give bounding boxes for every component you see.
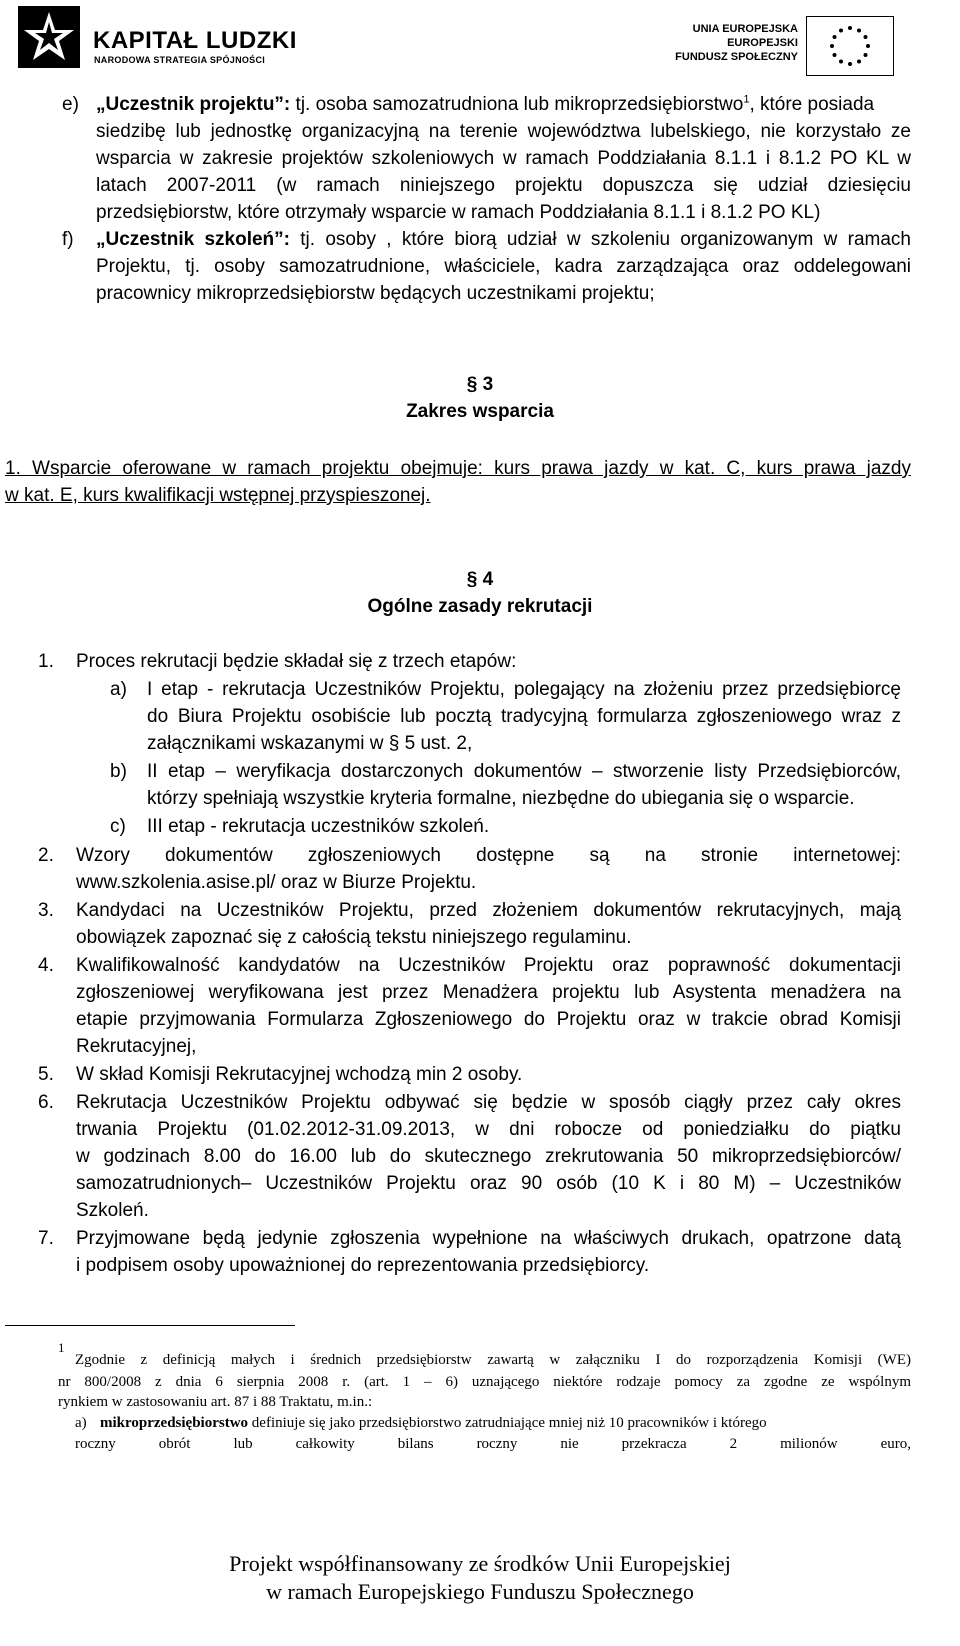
- def-f-line2: Projektu, tj. osoby samozatrudnione, właściciele, kadra zarządzająca oraz oddelegowani: [96, 256, 911, 277]
- item4-line4: Rekrutacyjnej,: [76, 1036, 197, 1057]
- def-f-line3: pracownicy mikroprzedsiębiorstw będących uczestnikami projektu;: [96, 283, 655, 304]
- footnote-line5: roczny obrót lub całkowity bilans roczny nie przekracza 2 milionów euro,: [75, 1436, 911, 1452]
- footnote-separator: [5, 1325, 295, 1326]
- def-e-line3: wsparcia w zakresie projektów szkoleniowych w ramach Poddziałania 8.1.1 i 8.1.2 PO KL w: [96, 148, 911, 169]
- footnote-line1: Zgodnie z definicją małych i średnich przedsiębiorstw zawartą w załączniku I do rozporządzenia Komisji (WE): [75, 1352, 911, 1368]
- footnote-line4-text: definiuje się jako przedsiębiorstwo zatrudniające mniej niż 10 pracowników i którego: [248, 1415, 767, 1431]
- footnote-a-marker: a): [75, 1415, 87, 1431]
- def-e-marker: e): [62, 94, 79, 115]
- item2-line2: www.szkolenia.asise.pl/ oraz w Biurze Projektu.: [76, 872, 477, 893]
- item1b-line1: II etap – weryfikacja dostarczonych dokumentów – stworzenie listy Przedsiębiorców,: [147, 761, 901, 782]
- item1a-line1: I etap - rekrutacja Uczestników Projektu, polegający na złożeniu przez przedsiębiorcę: [147, 679, 901, 700]
- section3-para-line1: 1. Wsparcie oferowane w ramach projektu obejmuje: kurs prawa jazdy w kat. C, kurs prawa jazdy: [5, 458, 911, 479]
- section4-number: § 4: [466, 569, 494, 590]
- eu-logo-text: [675, 22, 798, 64]
- item4-number: 4.: [38, 955, 54, 976]
- def-e-line1-end: , które posiada: [749, 94, 875, 115]
- def-f-term: „Uczestnik szkoleń”:: [96, 229, 290, 250]
- item1b-line2: którzy spełniają wszystkie kryteria formalne, niezbędne do ubiegania się o wsparcie.: [147, 788, 855, 809]
- item4-line3: etapie przyjmowania Formularza Zgłoszeniowego do Projektu oraz w trakcie obrad Komisji: [76, 1009, 901, 1030]
- item3-line2: obowiązek zapoznać się z całością tekstu niniejszego regulaminu.: [76, 927, 632, 948]
- item4-line2: zgłoszeniowej weryfikowana jest przez Menadżera projektu lub Asystenta menadżera na: [76, 982, 901, 1003]
- kapital-ludzki-logo: [18, 6, 298, 68]
- kapital-ludzki-star-icon: [18, 6, 80, 68]
- item6-line4: samozatrudnionych– Uczestników Projektu oraz 90 osób (10 K i 80 M) – Uczestników: [76, 1173, 901, 1194]
- item7-line2: i podpisem osoby upoważnionej do reprezentowania przedsiębiorcy.: [76, 1255, 650, 1276]
- item2-line1: Wzory dokumentów zgłoszeniowych dostępne są na stronie internetowej:: [76, 845, 901, 866]
- item6-line2: trwania Projektu (01.02.2012-31.09.2013, w dni robocze od poniedziałku do piątku: [76, 1119, 901, 1140]
- eu-logo: [675, 14, 908, 74]
- item6-line5: Szkoleń.: [76, 1200, 149, 1221]
- kapital-ludzki-title: KAPITAŁ LUDZKI: [93, 27, 297, 54]
- item1b-marker: b): [110, 761, 127, 782]
- item6-line1: Rekrutacja Uczestników Projektu odbywać się będzie w sposób ciągły przez cały okres: [76, 1092, 901, 1113]
- item1a-marker: a): [110, 679, 127, 700]
- eu-logo-line2: EUROPEJSKI: [727, 37, 798, 49]
- def-e-term: „Uczestnik projektu”:: [96, 94, 291, 115]
- item4-line1: Kwalifikowalność kandydatów na Uczestników Projektu oraz poprawność dokumentacji: [76, 955, 901, 976]
- item1-line1: Proces rekrutacji będzie składał się z trzech etapów:: [76, 651, 517, 672]
- footnote-a-term: mikroprzedsiębiorstwo: [100, 1415, 249, 1431]
- footnote-line3: rynkiem w zastosowaniu art. 87 i 88 Traktatu, m.in.:: [58, 1394, 373, 1410]
- def-e-line4: latach 2007-2011 (w ramach niniejszego projektu dopuszcza się udział dziesięciu: [96, 175, 911, 196]
- footer-line2: w ramach Europejskiego Funduszu Społecznego: [266, 1579, 694, 1604]
- footnote-number: 1: [58, 1340, 65, 1355]
- def-f-marker: f): [62, 229, 74, 250]
- item1a-line2: do Biura Projektu osobiście lub pocztą tradycyjną formularza zgłoszeniowego wraz z: [147, 706, 901, 727]
- item1a-line3: załącznikami wskazanymi w § 5 ust. 2,: [147, 733, 473, 754]
- kapital-ludzki-subtitle: NARODOWA STRATEGIA SPÓJNOŚCI: [94, 55, 266, 65]
- section3-para-line2: w kat. E, kurs kwalifikacji wstępnej przyspieszonej.: [5, 485, 431, 506]
- item3-line1: Kandydaci na Uczestników Projektu, przed złożeniem dokumentów rekrutacyjnych, mają: [76, 900, 901, 921]
- section4-title: Ogólne zasady rekrutacji: [367, 596, 593, 617]
- item6-line3: w godzinach 8.00 do 16.00 lub do skutecznego zrekrutowania 50 mikroprzedsiębiorców/: [76, 1146, 901, 1167]
- section3-number: § 3: [466, 374, 494, 395]
- def-e-line1: [96, 91, 874, 118]
- item6-number: 6.: [38, 1092, 54, 1113]
- footnote-line4: [100, 1413, 767, 1433]
- item7-line1: Przyjmowane będą jedynie zgłoszenia wypełnione na właściwych drukach, opatrzone datą: [76, 1228, 901, 1249]
- eu-logo-line1: UNIA EUROPEJSKA: [692, 23, 798, 35]
- section3-title: Zakres wsparcia: [406, 401, 554, 422]
- def-f-line1-text: tj. osoby , które biorą udział w szkoleniu organizowanym w ramach: [290, 229, 912, 250]
- footnote-line2: nr 800/2008 z dnia 6 sierpnia 2008 r. (art. 1 – 6) uznającego niektóre rodzaje pomocy za zgodne ze wspólnym: [58, 1374, 911, 1390]
- item2-number: 2.: [38, 845, 54, 866]
- item1-number: 1.: [38, 651, 54, 672]
- eu-logo-line3: FUNDUSZ SPOŁECZNY: [675, 51, 798, 63]
- footer-line1: Projekt współfinansowany ze środków Unii Europejskiej: [229, 1551, 731, 1576]
- item1c-marker: c): [110, 816, 126, 837]
- item1c-line1: III etap - rekrutacja uczestników szkoleń.: [147, 816, 490, 837]
- def-f-line1: [96, 226, 911, 253]
- eu-flag-icon: [806, 16, 894, 76]
- item5-number: 5.: [38, 1064, 54, 1085]
- item3-number: 3.: [38, 900, 54, 921]
- def-e-line1-text: tj. osoba samozatrudniona lub mikroprzedsiębiorstwo: [290, 94, 744, 115]
- item5-line1: W skład Komisji Rekrutacyjnej wchodzą min 2 osoby.: [76, 1064, 523, 1085]
- def-e-line2: siedzibę lub jednostkę organizacyjną na terenie województwa lubelskiego, nie korzystało ze: [96, 121, 911, 142]
- item7-number: 7.: [38, 1228, 54, 1249]
- def-e-line5: przedsiębiorstw, które otrzymały wsparcie w ramach Poddziałania 8.1.1 i 8.1.2 PO KL): [96, 202, 821, 223]
- footnote-ref: 1: [743, 93, 750, 106]
